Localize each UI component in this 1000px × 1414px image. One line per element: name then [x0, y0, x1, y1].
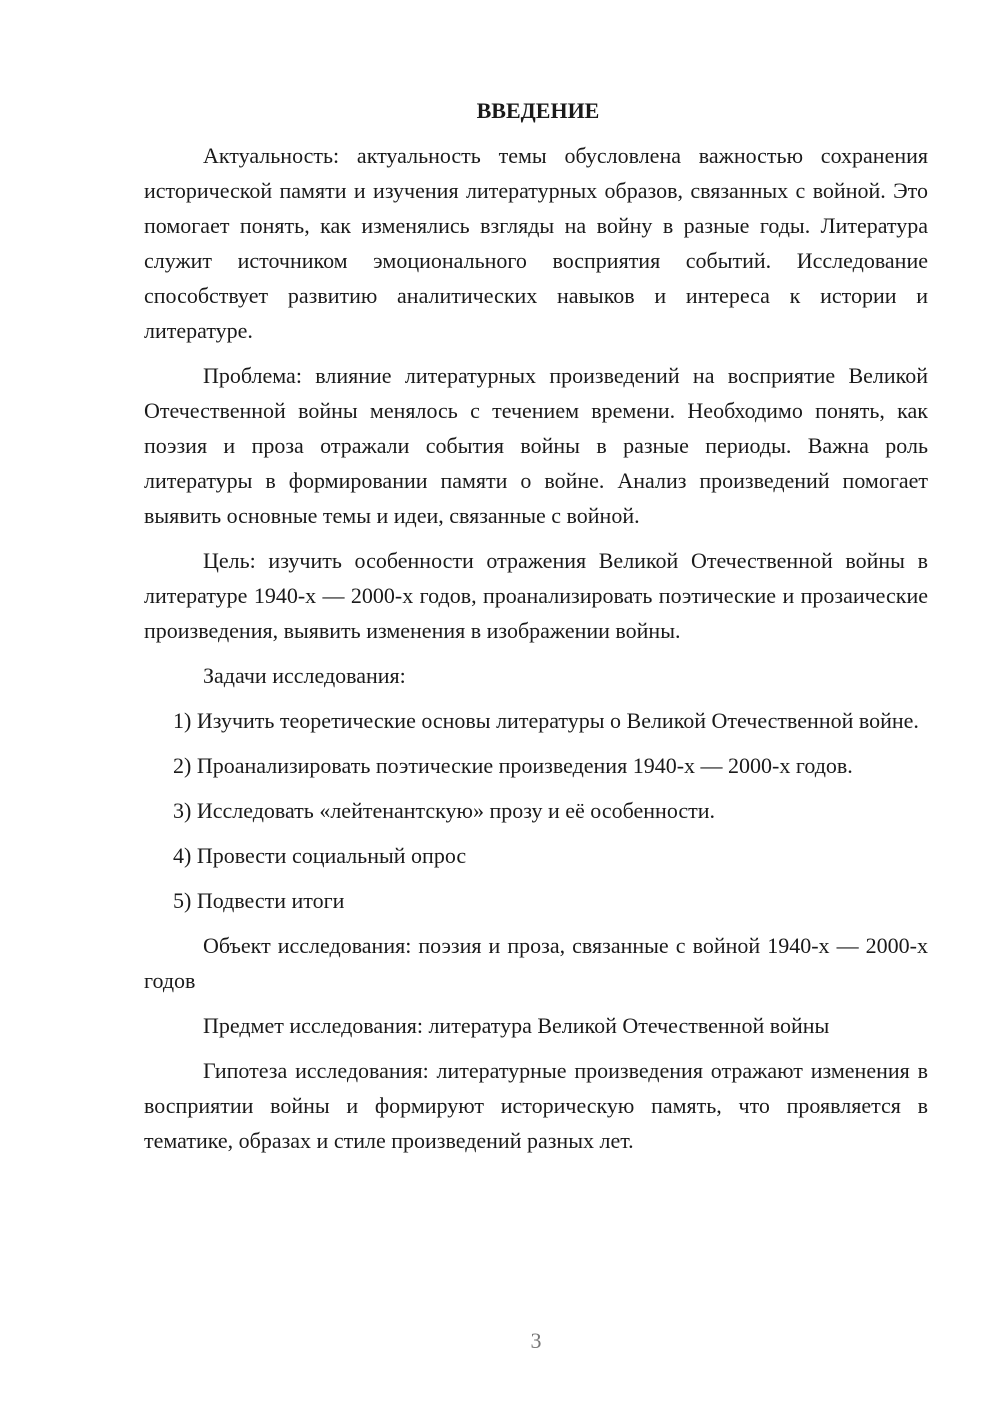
problem-paragraph: Проблема: влияние литературных произведений на восприятие Великой Отечественной войны менялось с течением времени. Необходимо понять, как поэзия и проза отражали события войны в разные периоды. Важна роль литературы в формировании памяти о войне. Анализ произведений помогает выявить основные темы и идеи, связанные с войной.	[144, 363, 928, 528]
relevance-paragraph: Актуальность: актуальность темы обусловлена важностью сохранения исторической памяти и изучения литературных образов, связанных с войной. Это помогает понять, как изменялись взгляды на войну в разные годы. Литература служит источником эмоционального восприятия событий. Исследование способствует развитию аналитических навыков и интереса к истории и литературе.	[144, 143, 928, 343]
task-item: 4) Провести социальный опрос	[173, 843, 467, 868]
hypothesis-paragraph: Гипотеза исследования: литературные произведения отражают изменения в восприятии войны и формируют историческую память, что проявляется в тематике, образах и стиле произведений разных лет.	[144, 1058, 928, 1153]
task-item: 3) Исследовать «лейтенантскую» прозу и её особенности.	[173, 798, 716, 823]
object-paragraph: Объект исследования: поэзия и проза, связанные с войной 1940-х — 2000-х годов	[144, 933, 928, 993]
section-title: ВВЕДЕНИЕ	[476, 98, 600, 123]
goal-paragraph: Цель: изучить особенности отражения Великой Отечественной войны в литературе 1940-х — 2000-х годов, проанализировать поэтические и прозаические произведения, выявить изменения в изображении войны.	[144, 548, 928, 643]
task-item: 2) Проанализировать поэтические произведения 1940-х — 2000-х годов.	[173, 753, 853, 778]
page-number: 3	[530, 1328, 542, 1353]
subject-paragraph: Предмет исследования: литература Великой Отечественной войны	[203, 1013, 830, 1038]
document-body	[144, 93, 928, 1168]
task-item: 1) Изучить теоретические основы литературы о Великой Отечественной войне.	[173, 708, 919, 733]
tasks-heading: Задачи исследования:	[203, 663, 406, 688]
task-item: 5) Подвести итоги	[173, 888, 345, 913]
